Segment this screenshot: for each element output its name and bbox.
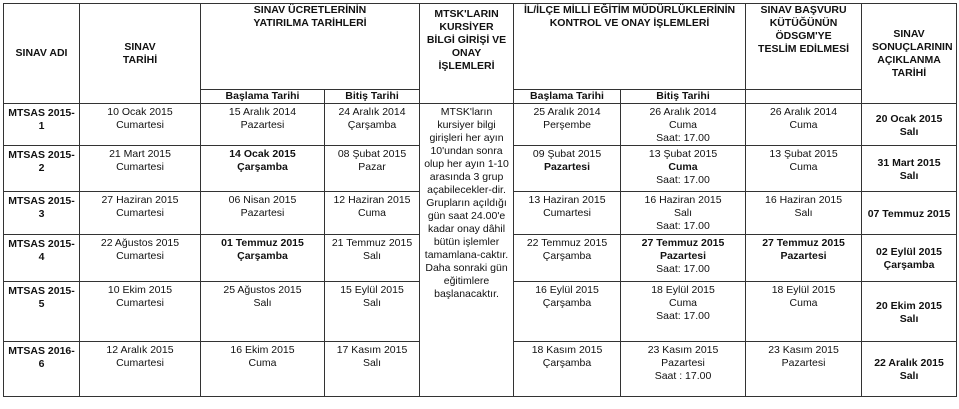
submission-cell: 16 Haziran 2015 Salı: [746, 192, 862, 235]
header-fee-end: Bitiş Tarihi: [325, 90, 420, 104]
fee-start-cell: 06 Nisan 2015 Pazartesi: [201, 192, 325, 235]
submission-cell: 23 Kasım 2015 Pazartesi: [746, 342, 862, 397]
exam-date-cell: 10 Ocak 2015 Cumartesi: [80, 104, 201, 146]
header-mtsk: MTSK'LARIN KURSİYER BİLGİ GİRİŞİ VE ONAY İŞLEMLERİ: [420, 4, 514, 104]
submission-cell: 26 Aralık 2014 Cuma: [746, 104, 862, 146]
prov-end-cell: 16 Haziran 2015 Salı Saat: 17.00: [621, 192, 746, 235]
result-cell: 20 Ekim 2015 Salı: [862, 282, 957, 342]
prov-start-cell: 13 Haziran 2015 Cumartesi: [514, 192, 621, 235]
header-exam-name: SINAV ADI: [4, 4, 80, 104]
exam-name: MTSAS 2015-3: [4, 192, 80, 235]
fee-start-cell: 16 Ekim 2015 Cuma: [201, 342, 325, 397]
exam-date-cell: 21 Mart 2015 Cumartesi: [80, 146, 201, 192]
fee-end-cell: 21 Temmuz 2015 Salı: [325, 235, 420, 282]
exam-name: MTSAS 2016-6: [4, 342, 80, 397]
prov-end-cell: 13 Şubat 2015 Cuma Saat: 17.00: [621, 146, 746, 192]
prov-end-cell: 26 Aralık 2014 Cuma Saat: 17.00: [621, 104, 746, 146]
header-province: İL/İLÇE MİLLİ EĞİTİM MÜDÜRLÜKLERİNİN KONTROL VE ONAY İŞLEMLERİ: [514, 4, 746, 90]
submission-cell: 27 Temmuz 2015 Pazartesi: [746, 235, 862, 282]
mtsk-note: MTSK'ların kursiyer bilgi girişleri her ayın 10'undan sonra olup her ayın 1-10 arasında 3 grup açabilecekler-dir. Grupların açıldığı gün saat 24.00'e kadar onay dâhil bütün işlemler tamamlana-caktır. Daha sonraki gün eğitimlere başlanacaktır.: [420, 104, 514, 397]
exam-date-cell: 12 Aralık 2015 Cumartesi: [80, 342, 201, 397]
fee-end-cell: 12 Haziran 2015 Cuma: [325, 192, 420, 235]
header-exam-date: SINAV TARİHİ: [80, 4, 201, 104]
prov-end-cell: 27 Temmuz 2015 Pazartesi Saat: 17.00: [621, 235, 746, 282]
exam-name: MTSAS 2015-5: [4, 282, 80, 342]
prov-start-cell: 18 Kasım 2015 Çarşamba: [514, 342, 621, 397]
fee-start-cell: 01 Temmuz 2015 Çarşamba: [201, 235, 325, 282]
prov-end-cell: 23 Kasım 2015 Pazartesi Saat : 17.00: [621, 342, 746, 397]
prov-start-cell: 16 Eylül 2015 Çarşamba: [514, 282, 621, 342]
header-results: SINAV SONUÇLARININ AÇIKLANMA TARİHİ: [862, 4, 957, 104]
prov-end-cell: 18 Eylül 2015 Cuma Saat: 17.00: [621, 282, 746, 342]
result-cell: 07 Temmuz 2015: [862, 192, 957, 235]
header-fee-dates: SINAV ÜCRETLERİNİN YATIRILMA TARİHLERİ: [201, 4, 420, 90]
prov-start-cell: 22 Temmuz 2015 Çarşamba: [514, 235, 621, 282]
prov-start-cell: 25 Aralık 2014 Perşembe: [514, 104, 621, 146]
table-row: [4, 104, 957, 146]
header-prov-end: Bitiş Tarihi: [621, 90, 746, 104]
fee-end-cell: 24 Aralık 2014 Çarşamba: [325, 104, 420, 146]
exam-date-cell: 22 Ağustos 2015 Cumartesi: [80, 235, 201, 282]
submission-cell: 13 Şubat 2015 Cuma: [746, 146, 862, 192]
result-cell: 20 Ocak 2015 Salı: [862, 104, 957, 146]
result-cell: 22 Aralık 2015 Salı: [862, 342, 957, 397]
exam-name: MTSAS 2015-4: [4, 235, 80, 282]
header-fee-start: Başlama Tarihi: [201, 90, 325, 104]
fee-end-cell: 15 Eylül 2015 Salı: [325, 282, 420, 342]
header-submission: SINAV BAŞVURU KÜTÜĞÜNÜN ÖDSGM'YE TESLİM EDİLMESİ: [746, 4, 862, 90]
header-submission-sub: [746, 90, 862, 104]
exam-name: MTSAS 2015-1: [4, 104, 80, 146]
exam-schedule-table: [3, 3, 957, 397]
result-cell: 31 Mart 2015 Salı: [862, 146, 957, 192]
header-prov-start: Başlama Tarihi: [514, 90, 621, 104]
result-cell: 02 Eylül 2015 Çarşamba: [862, 235, 957, 282]
submission-cell: 18 Eylül 2015 Cuma: [746, 282, 862, 342]
prov-start-cell: 09 Şubat 2015 Pazartesi: [514, 146, 621, 192]
fee-end-cell: 17 Kasım 2015 Salı: [325, 342, 420, 397]
fee-start-cell: 25 Ağustos 2015 Salı: [201, 282, 325, 342]
fee-start-cell: 15 Aralık 2014 Pazartesi: [201, 104, 325, 146]
exam-date-cell: 10 Ekim 2015 Cumartesi: [80, 282, 201, 342]
fee-end-cell: 08 Şubat 2015 Pazar: [325, 146, 420, 192]
exam-name: MTSAS 2015-2: [4, 146, 80, 192]
exam-date-cell: 27 Haziran 2015 Cumartesi: [80, 192, 201, 235]
fee-start-cell: 14 Ocak 2015 Çarşamba: [201, 146, 325, 192]
